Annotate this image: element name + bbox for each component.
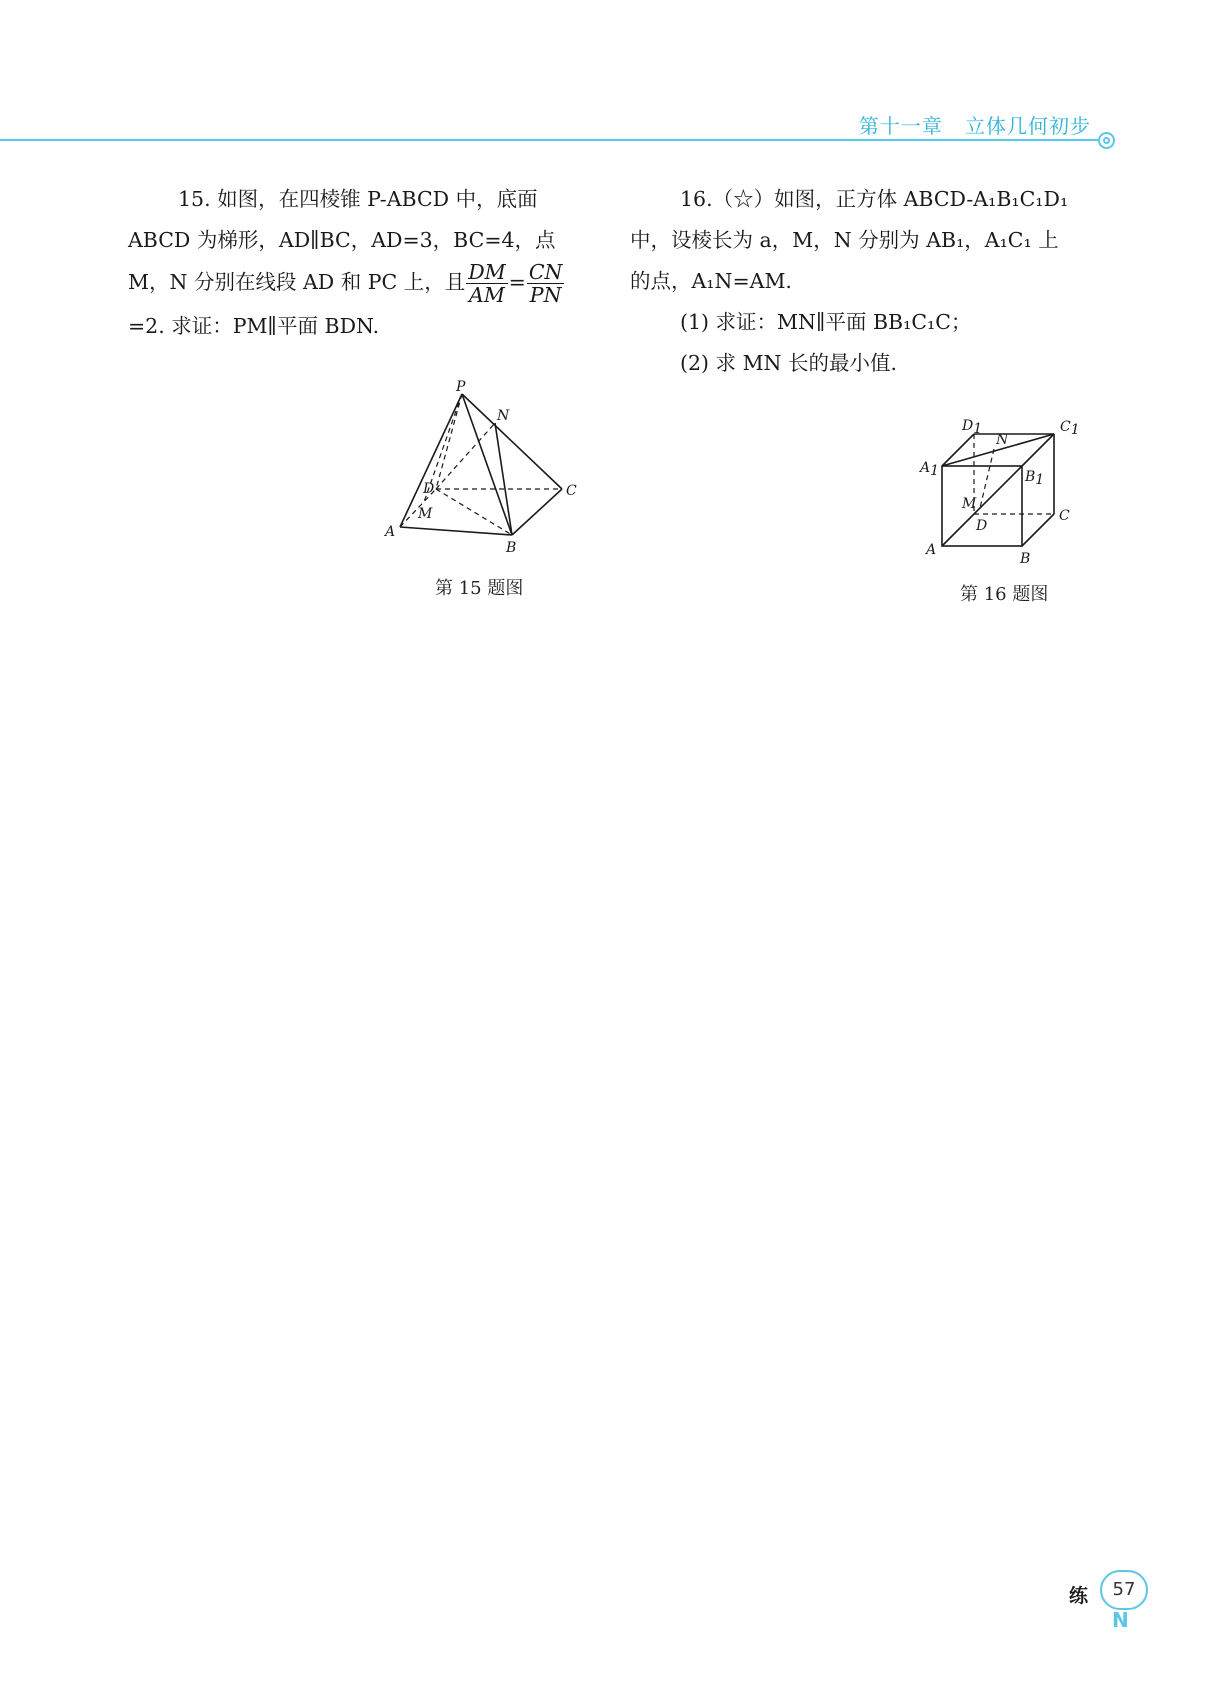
label-d: D [423,481,435,497]
edge-b-c [1022,514,1054,546]
problem-15 [128,179,588,347]
label-c1: C1 [1060,419,1080,438]
edge-bc [512,489,562,535]
chapter-header [859,110,1091,139]
fraction-dm-am [466,261,507,306]
label-d: D [976,518,988,534]
page-number: 57 [1100,1570,1148,1610]
problem-16-question2: (2) 求 MN 长的最小值. [680,351,898,375]
label-p: P [456,380,466,395]
label-d1: D1 [962,418,983,437]
label-b: B [1020,551,1031,567]
problem-15-line3-text: M，N 分别在线段 AD 和 PC 上，且 [128,270,466,294]
fraction-denominator: AM [469,283,505,307]
problem-16-line1: 16.（☆）如图，正方体 ABCD-A₁B₁C₁D₁ [680,187,1069,211]
fraction-numerator: DM [468,260,506,284]
equals-sign: = [508,270,526,294]
problem-15-line2: ABCD 为梯形，AD∥BC，AD=3，BC=4，点 [128,228,556,252]
problem-16-line2: 中，设棱长为 a，M，N 分别为 AB₁，A₁C₁ 上 [630,228,1059,252]
label-m: M [418,506,433,522]
problem-15-line4: =2. 求证：PM∥平面 BDN. [128,314,380,338]
footer-label: 练 [1069,1585,1089,1607]
segment-mn [980,449,994,508]
label-a: A [385,524,396,540]
fraction-numerator: CN [528,260,563,284]
header-rule [0,139,1098,141]
problem-16-question1: (1) 求证：MN∥平面 BB₁C₁C； [680,310,972,334]
header-ring-icon [1098,132,1115,149]
label-b: B [506,540,517,556]
label-n: N [497,408,510,424]
fraction-cn-pn [527,261,565,306]
label-b1: B1 [1025,469,1045,488]
edge-ab [400,527,512,535]
figure-16-cube [910,408,1100,578]
problem-15-line1: 15. 如图，在四棱锥 P-ABCD 中，底面 [178,187,538,211]
problem-16-line3: 的点，A₁N=AM. [630,269,792,293]
figure-16-caption: 第 16 题图 [960,584,1049,605]
label-c: C [566,483,577,499]
page-mark-icon: N [1112,1608,1129,1632]
label-m: M [962,496,977,512]
chapter-title: 立体几何初步 [965,114,1091,138]
problem-15-line3 [128,261,588,306]
edge-db [436,489,512,535]
label-a1: A1 [920,460,940,479]
figure-15-caption: 第 15 题图 [435,578,524,599]
fraction-denominator: PN [529,283,562,307]
label-n: N [996,432,1009,448]
label-c: C [1059,508,1070,524]
edge-pc [462,394,562,489]
problem-16 [630,179,1090,384]
figure-15-pyramid [370,380,610,560]
label-a: A [926,542,937,558]
diag-a-b1 [942,466,1022,546]
chapter-number: 第十一章 [858,114,943,138]
